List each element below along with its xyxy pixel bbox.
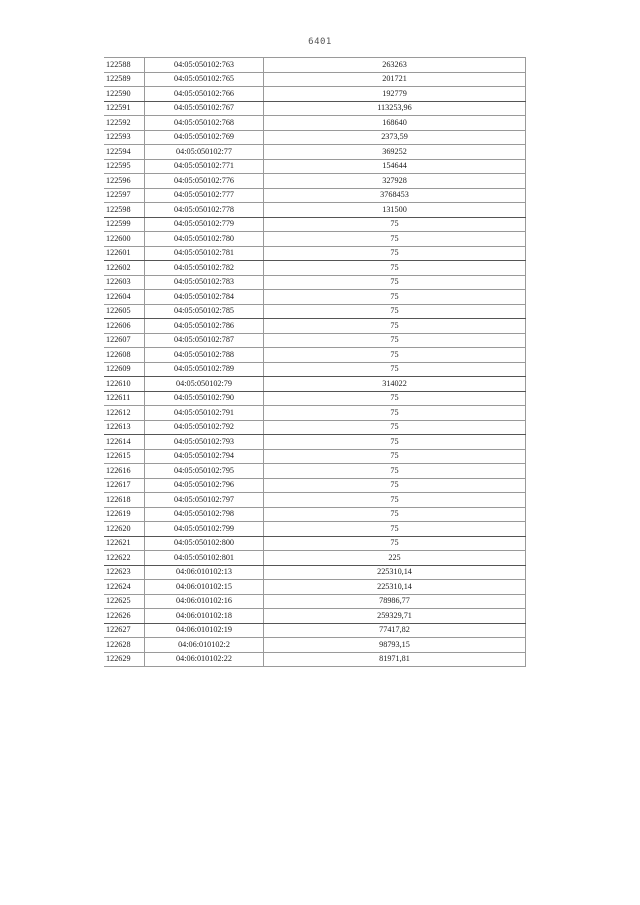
table-row <box>104 580 526 595</box>
cadastral-number-cell: 04:06:010102:16 <box>145 594 264 609</box>
page-number: 6401 <box>308 37 332 47</box>
row-id-cell: 122589 <box>104 72 145 87</box>
table-row <box>104 464 526 479</box>
cadastral-number-cell: 04:05:050102:787 <box>145 333 264 348</box>
table-row <box>104 58 526 73</box>
value-cell: 75 <box>264 464 526 479</box>
cadastral-number-cell: 04:05:050102:793 <box>145 435 264 450</box>
value-cell: 75 <box>264 290 526 305</box>
row-id-cell: 122626 <box>104 609 145 624</box>
cadastral-number-cell: 04:05:050102:785 <box>145 304 264 319</box>
row-id-cell: 122614 <box>104 435 145 450</box>
cadastral-number-cell: 04:05:050102:796 <box>145 478 264 493</box>
row-id-cell: 122623 <box>104 565 145 580</box>
table-row <box>104 638 526 653</box>
table-row <box>104 101 526 116</box>
table-row <box>104 87 526 102</box>
row-id-cell: 122601 <box>104 246 145 261</box>
row-id-cell: 122628 <box>104 638 145 653</box>
cadastral-number-cell: 04:05:050102:797 <box>145 493 264 508</box>
value-cell: 201721 <box>264 72 526 87</box>
row-id-cell: 122609 <box>104 362 145 377</box>
row-id-cell: 122600 <box>104 232 145 247</box>
value-cell: 75 <box>264 493 526 508</box>
value-cell: 75 <box>264 449 526 464</box>
cadastral-number-cell: 04:05:050102:763 <box>145 58 264 73</box>
row-id-cell: 122606 <box>104 319 145 334</box>
value-cell: 75 <box>264 275 526 290</box>
row-id-cell: 122616 <box>104 464 145 479</box>
table-row <box>104 348 526 363</box>
value-cell: 75 <box>264 319 526 334</box>
row-id-cell: 122588 <box>104 58 145 73</box>
row-id-cell: 122593 <box>104 130 145 145</box>
value-cell: 225 <box>264 551 526 566</box>
table-row <box>104 391 526 406</box>
cadastral-number-cell: 04:05:050102:777 <box>145 188 264 203</box>
value-cell: 327928 <box>264 174 526 189</box>
table-row <box>104 565 526 580</box>
cadastral-number-cell: 04:05:050102:780 <box>145 232 264 247</box>
table-row <box>104 652 526 667</box>
cadastral-number-cell: 04:05:050102:783 <box>145 275 264 290</box>
table-row <box>104 609 526 624</box>
table-row <box>104 507 526 522</box>
cadastral-number-cell: 04:05:050102:790 <box>145 391 264 406</box>
value-cell: 98793,15 <box>264 638 526 653</box>
registry-table-container <box>104 57 526 667</box>
table-row <box>104 493 526 508</box>
table-row <box>104 420 526 435</box>
cadastral-number-cell: 04:05:050102:800 <box>145 536 264 551</box>
row-id-cell: 122605 <box>104 304 145 319</box>
value-cell: 192779 <box>264 87 526 102</box>
table-row <box>104 217 526 232</box>
row-id-cell: 122610 <box>104 377 145 392</box>
row-id-cell: 122603 <box>104 275 145 290</box>
cadastral-number-cell: 04:05:050102:778 <box>145 203 264 218</box>
cadastral-number-cell: 04:05:050102:769 <box>145 130 264 145</box>
table-row <box>104 145 526 160</box>
row-id-cell: 122598 <box>104 203 145 218</box>
table-row <box>104 406 526 421</box>
cadastral-number-cell: 04:05:050102:77 <box>145 145 264 160</box>
table-row <box>104 435 526 450</box>
cadastral-number-cell: 04:06:010102:19 <box>145 623 264 638</box>
table-row <box>104 232 526 247</box>
row-id-cell: 122608 <box>104 348 145 363</box>
value-cell: 75 <box>264 391 526 406</box>
table-row <box>104 333 526 348</box>
cadastral-number-cell: 04:05:050102:789 <box>145 362 264 377</box>
value-cell: 75 <box>264 261 526 276</box>
value-cell: 75 <box>264 435 526 450</box>
row-id-cell: 122627 <box>104 623 145 638</box>
value-cell: 75 <box>264 232 526 247</box>
registry-table-body <box>104 58 526 667</box>
table-row <box>104 377 526 392</box>
value-cell: 75 <box>264 304 526 319</box>
table-row <box>104 594 526 609</box>
row-id-cell: 122621 <box>104 536 145 551</box>
cadastral-number-cell: 04:05:050102:771 <box>145 159 264 174</box>
value-cell: 263263 <box>264 58 526 73</box>
cadastral-number-cell: 04:05:050102:799 <box>145 522 264 537</box>
cadastral-number-cell: 04:05:050102:786 <box>145 319 264 334</box>
cadastral-number-cell: 04:05:050102:79 <box>145 377 264 392</box>
cadastral-number-cell: 04:05:050102:791 <box>145 406 264 421</box>
value-cell: 75 <box>264 348 526 363</box>
value-cell: 75 <box>264 406 526 421</box>
value-cell: 75 <box>264 420 526 435</box>
cadastral-number-cell: 04:05:050102:779 <box>145 217 264 232</box>
row-id-cell: 122619 <box>104 507 145 522</box>
row-id-cell: 122594 <box>104 145 145 160</box>
table-row <box>104 362 526 377</box>
table-row <box>104 261 526 276</box>
table-row <box>104 203 526 218</box>
value-cell: 81971,81 <box>264 652 526 667</box>
row-id-cell: 122629 <box>104 652 145 667</box>
table-row <box>104 449 526 464</box>
table-row <box>104 478 526 493</box>
table-row <box>104 246 526 261</box>
value-cell: 78986,77 <box>264 594 526 609</box>
value-cell: 75 <box>264 246 526 261</box>
value-cell: 131500 <box>264 203 526 218</box>
row-id-cell: 122620 <box>104 522 145 537</box>
cadastral-number-cell: 04:05:050102:792 <box>145 420 264 435</box>
table-row <box>104 551 526 566</box>
cadastral-number-cell: 04:06:010102:2 <box>145 638 264 653</box>
row-id-cell: 122615 <box>104 449 145 464</box>
cadastral-number-cell: 04:05:050102:782 <box>145 261 264 276</box>
value-cell: 75 <box>264 536 526 551</box>
cadastral-number-cell: 04:05:050102:801 <box>145 551 264 566</box>
row-id-cell: 122617 <box>104 478 145 493</box>
row-id-cell: 122591 <box>104 101 145 116</box>
cadastral-number-cell: 04:05:050102:765 <box>145 72 264 87</box>
table-row <box>104 319 526 334</box>
value-cell: 75 <box>264 522 526 537</box>
value-cell: 75 <box>264 333 526 348</box>
cadastral-number-cell: 04:05:050102:794 <box>145 449 264 464</box>
cadastral-number-cell: 04:05:050102:776 <box>145 174 264 189</box>
cadastral-number-cell: 04:05:050102:767 <box>145 101 264 116</box>
value-cell: 113253,96 <box>264 101 526 116</box>
value-cell: 168640 <box>264 116 526 131</box>
value-cell: 75 <box>264 478 526 493</box>
cadastral-number-cell: 04:05:050102:768 <box>145 116 264 131</box>
registry-table <box>104 57 526 667</box>
row-id-cell: 122604 <box>104 290 145 305</box>
row-id-cell: 122607 <box>104 333 145 348</box>
cadastral-number-cell: 04:05:050102:766 <box>145 87 264 102</box>
value-cell: 2373,59 <box>264 130 526 145</box>
row-id-cell: 122611 <box>104 391 145 406</box>
row-id-cell: 122622 <box>104 551 145 566</box>
value-cell: 75 <box>264 362 526 377</box>
value-cell: 369252 <box>264 145 526 160</box>
row-id-cell: 122602 <box>104 261 145 276</box>
row-id-cell: 122624 <box>104 580 145 595</box>
table-row <box>104 623 526 638</box>
row-id-cell: 122592 <box>104 116 145 131</box>
row-id-cell: 122597 <box>104 188 145 203</box>
cadastral-number-cell: 04:05:050102:795 <box>145 464 264 479</box>
value-cell: 75 <box>264 507 526 522</box>
table-row <box>104 522 526 537</box>
table-row <box>104 174 526 189</box>
value-cell: 77417,82 <box>264 623 526 638</box>
row-id-cell: 122590 <box>104 87 145 102</box>
table-row <box>104 275 526 290</box>
value-cell: 314022 <box>264 377 526 392</box>
table-row <box>104 130 526 145</box>
table-row <box>104 304 526 319</box>
value-cell: 225310,14 <box>264 565 526 580</box>
cadastral-number-cell: 04:05:050102:788 <box>145 348 264 363</box>
row-id-cell: 122599 <box>104 217 145 232</box>
value-cell: 75 <box>264 217 526 232</box>
cadastral-number-cell: 04:05:050102:781 <box>145 246 264 261</box>
cadastral-number-cell: 04:06:010102:15 <box>145 580 264 595</box>
value-cell: 3768453 <box>264 188 526 203</box>
table-row <box>104 536 526 551</box>
row-id-cell: 122613 <box>104 420 145 435</box>
row-id-cell: 122595 <box>104 159 145 174</box>
value-cell: 154644 <box>264 159 526 174</box>
table-row <box>104 72 526 87</box>
cadastral-number-cell: 04:06:010102:22 <box>145 652 264 667</box>
row-id-cell: 122618 <box>104 493 145 508</box>
table-row <box>104 290 526 305</box>
row-id-cell: 122625 <box>104 594 145 609</box>
cadastral-number-cell: 04:05:050102:784 <box>145 290 264 305</box>
table-row <box>104 188 526 203</box>
value-cell: 259329,71 <box>264 609 526 624</box>
table-row <box>104 116 526 131</box>
cadastral-number-cell: 04:05:050102:798 <box>145 507 264 522</box>
row-id-cell: 122596 <box>104 174 145 189</box>
row-id-cell: 122612 <box>104 406 145 421</box>
cadastral-number-cell: 04:06:010102:13 <box>145 565 264 580</box>
cadastral-number-cell: 04:06:010102:18 <box>145 609 264 624</box>
value-cell: 225310,14 <box>264 580 526 595</box>
table-row <box>104 159 526 174</box>
